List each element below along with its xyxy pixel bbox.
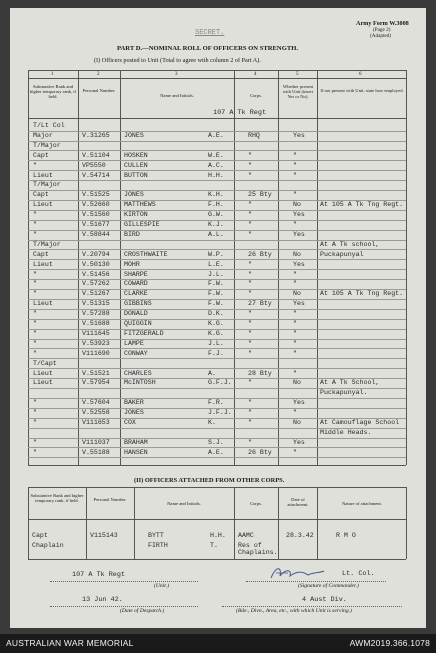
present-cell: " xyxy=(293,320,297,327)
rank-cell: " xyxy=(33,349,37,357)
corps-cell: " xyxy=(248,221,252,228)
form-adapted: (Adapted) xyxy=(370,33,392,39)
footer-bar xyxy=(0,634,436,653)
surname-cell: FIRTH xyxy=(148,541,168,549)
surname-cell: CULLEN xyxy=(124,161,148,169)
initials-cell: S.J. xyxy=(208,438,224,446)
rank-cell: T/Capt xyxy=(33,359,57,367)
employment-cell: At Camouflage School xyxy=(320,419,400,426)
initials-cell: A.L. xyxy=(208,230,224,238)
present-cell: " xyxy=(293,369,297,377)
formation-value: 4 Aust Div. xyxy=(302,596,347,604)
rank-cell: Lieut xyxy=(33,201,53,209)
initials-cell: A.E. xyxy=(208,448,224,456)
commander-rank: Lt. Col. xyxy=(342,570,375,578)
corps-cell: 28 Bty xyxy=(248,369,272,377)
rank-cell: " xyxy=(33,339,37,347)
row-rule xyxy=(28,358,406,359)
initials-cell: H.H. xyxy=(208,171,224,179)
rank-cell: " xyxy=(33,448,37,456)
part-title: PART D.—NOMINAL ROLL OF OFFICERS ON STRENGTH. xyxy=(117,45,298,52)
rank-cell: " xyxy=(33,161,37,169)
personal-number-cell: V.57262 xyxy=(82,280,110,288)
footer-accession: AWM2019.366.1078 xyxy=(349,638,430,648)
corps-cell: " xyxy=(248,310,252,318)
rank-cell: " xyxy=(33,270,37,278)
surname-cell: BYTT xyxy=(148,532,164,539)
present-cell: " xyxy=(293,161,297,169)
initials-cell: F.J. xyxy=(208,349,224,357)
rank-cell: Lieut xyxy=(33,171,53,179)
surname-cell: GIBBINS xyxy=(124,300,152,308)
surname-cell: BIRD xyxy=(124,230,140,238)
corps-cell: " xyxy=(248,438,252,446)
surname-cell: BRAHAM xyxy=(124,438,148,446)
unit-value: 107 A Tk Regt xyxy=(72,571,126,579)
initials-cell: J.L. xyxy=(208,339,224,347)
corps-cell: " xyxy=(248,161,252,169)
initials-cell: G.F.J. xyxy=(208,379,232,387)
surname-cell: COX xyxy=(124,419,136,426)
rank-cell: " xyxy=(33,310,37,318)
unit-label: (Unit.) xyxy=(154,583,170,589)
initials-cell: H.H. xyxy=(210,532,226,539)
present-cell: Yes xyxy=(293,300,305,308)
initials-cell: K.G. xyxy=(208,329,224,337)
rank-cell: T/Major xyxy=(33,181,61,189)
initials-cell: F.R. xyxy=(208,399,224,407)
column-header-rank: Substantive Rank and higher temporary rank, if held. xyxy=(29,84,77,100)
rank-cell: Lieut xyxy=(33,260,53,268)
formation-label: (Bde., Divn., Area, etc., with which Unit is serving.) xyxy=(236,608,352,614)
corps-cell: " xyxy=(248,230,252,238)
surname-cell: DONALD xyxy=(124,310,148,318)
corps-cell: " xyxy=(248,349,252,357)
col-number: 4 xyxy=(254,72,257,77)
employment-cell: Puckapunyal. xyxy=(320,389,368,397)
present-cell: No xyxy=(293,290,301,298)
initials-cell: A.C. xyxy=(208,161,224,169)
surname-cell: CLARKE xyxy=(124,290,148,298)
present-cell: Yes xyxy=(293,230,305,238)
initials-cell: F.W. xyxy=(208,300,224,308)
corps-cell: 25 Bty xyxy=(248,191,272,199)
rank-cell: " xyxy=(33,419,37,426)
rank-cell: " xyxy=(33,409,37,417)
personal-number-cell: V.51267 xyxy=(82,290,110,298)
personal-number-cell: V.20794 xyxy=(82,250,110,258)
corps-cell: " xyxy=(248,201,252,209)
surname-cell: JONES xyxy=(124,131,144,139)
initials-cell: K. xyxy=(208,419,216,426)
personal-number-cell: V.51315 xyxy=(82,300,110,308)
present-cell: Yes xyxy=(293,399,305,407)
corps-cell: " xyxy=(248,151,252,159)
rank-cell: Chaplain xyxy=(32,541,64,549)
personal-number-cell: V111690 xyxy=(82,349,110,357)
initials-cell: A.E. xyxy=(208,131,224,139)
surname-cell: LAMPE xyxy=(124,339,144,347)
surname-cell: CONWAY xyxy=(124,349,148,357)
surname-cell: MOHR xyxy=(124,260,140,268)
personal-number-cell: V.54714 xyxy=(82,171,110,179)
rank-cell: " xyxy=(33,290,37,298)
corps-cell: " xyxy=(248,329,252,337)
personal-number-cell: V.52558 xyxy=(82,409,110,417)
personal-number-cell: VP5550 xyxy=(82,161,106,169)
corps-cell: " xyxy=(248,339,252,347)
surname-cell: JONES xyxy=(124,409,144,417)
initials-cell: W.E. xyxy=(208,151,224,159)
commander-label: (Signature of Commander.) xyxy=(298,583,359,589)
column-header-number: Personal Number. xyxy=(82,88,116,93)
column-header-number: Personal Number. xyxy=(93,497,127,502)
personal-number-cell: V.53923 xyxy=(82,339,110,347)
surname-cell: SHARPE xyxy=(124,270,148,278)
initials-cell: K.G. xyxy=(208,320,224,327)
col-number: 2 xyxy=(97,72,100,77)
unit-line: 107 A Tk Regt xyxy=(213,109,267,117)
present-cell: " xyxy=(293,171,297,179)
corps-cell: " xyxy=(248,171,252,179)
column-header-name: Name and Initials. xyxy=(160,93,194,98)
personal-number-cell: V111653 xyxy=(82,419,110,426)
surname-cell: BAKER xyxy=(124,399,144,407)
rank-cell: Capt xyxy=(33,151,49,159)
initials-cell: D.K. xyxy=(208,310,224,318)
rank-cell: Capt xyxy=(32,532,48,539)
rank-cell: T/Lt Col xyxy=(33,122,65,129)
surname-cell: CHARLES xyxy=(124,369,152,377)
present-cell: " xyxy=(293,339,297,347)
employment-cell: At A Tk school, xyxy=(320,240,380,248)
rank-cell: Major xyxy=(33,131,53,139)
corps-cell: " xyxy=(248,270,252,278)
footer-source: AUSTRALIAN WAR MEMORIAL xyxy=(6,638,134,648)
present-cell: No xyxy=(293,250,301,258)
present-cell: Yes xyxy=(293,438,305,446)
rank-cell: " xyxy=(33,211,37,219)
initials-cell: J.F.J. xyxy=(208,409,232,417)
col-number: 3 xyxy=(175,72,178,77)
surname-cell: GILLESPIE xyxy=(124,221,160,228)
present-cell: Yes xyxy=(293,211,305,219)
initials-cell: J.L. xyxy=(208,270,224,278)
surname-cell: McINTOSH xyxy=(124,379,156,387)
corps-cell: " xyxy=(248,290,252,298)
initials-cell: W.P. xyxy=(208,250,224,258)
attachment-date-cell: 28.3.42 xyxy=(286,532,314,539)
rank-cell: " xyxy=(33,221,37,228)
section-one-title: (I) Officers posted to Unit (Total to agree with column 2 of Part A). xyxy=(94,57,261,64)
personal-number-cell: V.51677 xyxy=(82,221,110,228)
column-header-employment: If not present with Unit, state how employed. xyxy=(320,88,404,93)
personal-number-cell: V111645 xyxy=(82,329,110,337)
initials-cell: G.W. xyxy=(208,211,224,219)
initials-cell: K.J. xyxy=(208,221,224,228)
employment-cell: At A Tk School, xyxy=(320,379,380,387)
column-header-corps: Corps. xyxy=(249,93,263,98)
initials-cell: F.W. xyxy=(208,290,224,298)
surname-cell: HANSEN xyxy=(124,448,148,456)
corps-cell: 26 Bty xyxy=(248,448,272,456)
surname-cell: QUIGGIN xyxy=(124,320,152,327)
rank-cell: Lieut xyxy=(33,369,53,377)
row-rule xyxy=(28,457,406,458)
personal-number-cell: V.51521 xyxy=(82,369,110,377)
personal-number-cell: V.57288 xyxy=(82,310,110,318)
col-number: 5 xyxy=(296,72,299,77)
personal-number-cell: V111037 xyxy=(82,438,110,446)
corps-cell: 27 Bty xyxy=(248,300,272,308)
employment-cell: At 105 A Tk Tng Regt. xyxy=(320,290,404,298)
surname-cell: MATTHEWS xyxy=(124,201,156,209)
personal-number-cell: V.31265 xyxy=(82,131,110,139)
present-cell: Yes xyxy=(293,260,305,268)
personal-number-cell: V.51525 xyxy=(82,191,110,199)
rank-cell: " xyxy=(33,399,37,407)
col-number: 1 xyxy=(51,72,54,77)
present-cell: " xyxy=(293,310,297,318)
personal-number-cell: V115143 xyxy=(90,532,118,539)
form-number: Army Form W.3008 xyxy=(356,20,409,27)
present-cell: " xyxy=(293,349,297,357)
rank-cell: Lieut xyxy=(33,379,53,387)
personal-number-cell: V.51456 xyxy=(82,270,110,278)
rank-cell: T/Major xyxy=(33,240,61,248)
initials-cell: K.H. xyxy=(208,191,224,199)
attachment-nature-cell: R M O xyxy=(336,532,356,539)
corps-cell: 26 Bty xyxy=(248,250,272,258)
present-cell: No xyxy=(293,419,301,426)
personal-number-cell: V.57604 xyxy=(82,399,110,407)
present-cell: No xyxy=(293,201,301,209)
despatch-date: 13 Jun 42. xyxy=(82,596,123,604)
despatch-label: (Date of Despatch.) xyxy=(120,608,165,614)
surname-cell: JONES xyxy=(124,191,144,199)
corps-cell: " xyxy=(248,379,252,387)
present-cell: " xyxy=(293,329,297,337)
initials-cell: L.E. xyxy=(208,260,224,268)
present-cell: Yes xyxy=(293,131,305,139)
column-header-date: Date of attachment. xyxy=(287,497,309,508)
column-header-nature: Nature of attachment. xyxy=(342,501,382,506)
personal-number-cell: V.51560 xyxy=(82,211,110,219)
rank-cell: Lieut xyxy=(33,300,53,308)
corps-cell: " xyxy=(248,211,252,219)
form-page: (Page 2) xyxy=(373,27,391,33)
present-cell: " xyxy=(293,270,297,278)
personal-number-cell: V.51104 xyxy=(82,151,110,159)
personal-number-cell: V.55188 xyxy=(82,448,110,456)
col-number: 6 xyxy=(359,72,362,77)
present-cell: " xyxy=(293,191,297,199)
rank-cell: " xyxy=(33,230,37,238)
personal-number-cell: V.58844 xyxy=(82,230,110,238)
column-header-name: Name and Initials. xyxy=(167,501,201,506)
commander-signature xyxy=(268,564,328,582)
corps-cell: " xyxy=(248,320,252,327)
rank-cell: " xyxy=(33,320,37,327)
column-header-rank: Substantive Rank and higher temporary rank, if held. xyxy=(30,493,84,504)
row-rule xyxy=(28,141,406,142)
surname-cell: CROSTHWAITE xyxy=(124,250,168,258)
employment-cell: Puckapunyal xyxy=(320,250,364,258)
surname-cell: FITZGERALD xyxy=(124,329,164,337)
initials-cell: F.H. xyxy=(208,201,224,209)
corps-cell: " xyxy=(248,419,252,426)
present-cell: " xyxy=(293,280,297,288)
surname-cell: KIRTON xyxy=(124,211,148,219)
personal-number-cell: V.51688 xyxy=(82,320,110,327)
initials-cell: A. xyxy=(208,369,216,377)
rank-cell: T/Major xyxy=(33,141,61,149)
present-cell: " xyxy=(293,221,297,228)
surname-cell: HOSKEN xyxy=(124,151,148,159)
corps-cell: " xyxy=(248,399,252,407)
surname-cell: COWARD xyxy=(124,280,148,288)
rank-cell: " xyxy=(33,438,37,446)
rank-cell: Capt xyxy=(33,250,49,258)
initials-cell: F.W. xyxy=(208,280,224,288)
corps-cell: AAMC xyxy=(238,532,254,539)
corps-cell: " xyxy=(248,280,252,288)
present-cell: " xyxy=(293,448,297,456)
personal-number-cell: V.50130 xyxy=(82,260,110,268)
personal-number-cell: V.57954 xyxy=(82,379,110,387)
initials-cell: T. xyxy=(210,541,218,549)
personal-number-cell: V.52660 xyxy=(82,201,110,209)
employment-cell: Middle Heads. xyxy=(320,428,372,436)
rank-cell: " xyxy=(33,280,37,288)
row-rule xyxy=(28,180,406,181)
employment-cell: At 105 A Tk Tng Regt. xyxy=(320,201,404,209)
section-two-title: (II) OFFICERS ATTACHED FROM OTHER CORPS. xyxy=(134,477,285,484)
surname-cell: BUTTON xyxy=(124,171,148,179)
column-header-present: Whether present with Unit (insert Yes or No). xyxy=(282,84,314,100)
corps-cell: Res of Chaplains. xyxy=(238,541,278,556)
corps-cell: " xyxy=(248,409,252,417)
present-cell: " xyxy=(293,151,297,159)
corps-cell: RHQ xyxy=(248,131,260,139)
corps-cell: " xyxy=(248,260,252,268)
present-cell: " xyxy=(293,409,297,417)
present-cell: No xyxy=(293,379,301,387)
rank-cell: Capt xyxy=(33,191,49,199)
security-heading: SECRET. xyxy=(195,29,225,37)
document-page xyxy=(10,8,426,628)
rank-cell: " xyxy=(33,329,37,337)
column-header-corps: Corps. xyxy=(249,501,263,506)
